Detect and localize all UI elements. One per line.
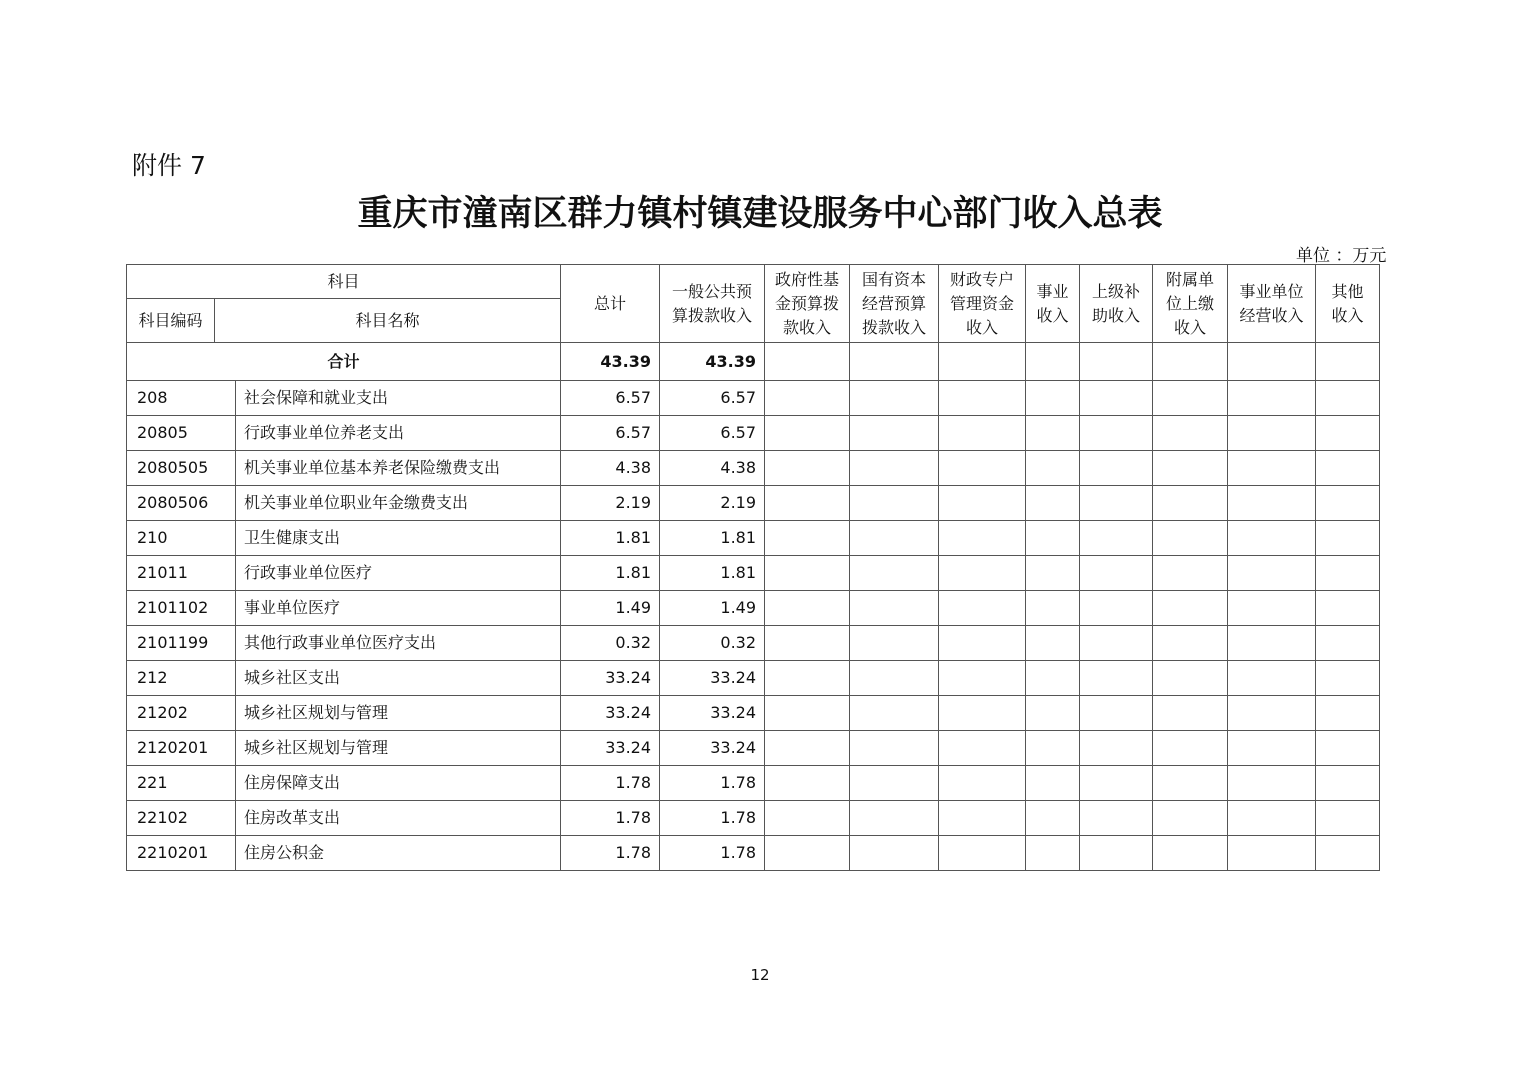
header-other-income: 其他收入: [1316, 265, 1380, 343]
header-state-capital: 国有资本经营预算拨款收入: [850, 265, 939, 343]
empty-cell: [850, 591, 939, 626]
empty-cell: [850, 521, 939, 556]
empty-cell: [1316, 381, 1380, 416]
empty-cell: [1080, 626, 1153, 661]
empty-cell: [1228, 451, 1316, 486]
empty-cell: [1026, 661, 1080, 696]
general-budget-cell: 1.78: [660, 836, 765, 871]
empty-cell: [1228, 486, 1316, 521]
empty-cell: [939, 661, 1026, 696]
attachment-label: 附件 7: [132, 151, 206, 180]
empty-cell: [1228, 626, 1316, 661]
total-cell: 1.78: [561, 836, 660, 871]
subject-code-cell: 2101199: [127, 626, 236, 661]
empty-cell: [939, 486, 1026, 521]
empty-cell: [1026, 416, 1080, 451]
total-cell: 33.24: [561, 696, 660, 731]
table-header: [127, 265, 1380, 343]
header-business-operating: 事业单位经营收入: [1228, 265, 1316, 343]
table-row: [127, 591, 1380, 626]
empty-cell: [1026, 626, 1080, 661]
general-budget-cell: 4.38: [660, 451, 765, 486]
empty-cell: [1316, 486, 1380, 521]
subject-code-cell: 2101102: [127, 591, 236, 626]
subject-code-cell: 22102: [127, 801, 236, 836]
subject-code-cell: 21202: [127, 696, 236, 731]
general-budget-cell: 33.24: [660, 731, 765, 766]
empty-cell: [939, 556, 1026, 591]
empty-cell: [1153, 766, 1228, 801]
total-cell: 1.78: [561, 801, 660, 836]
header-fiscal-special: 财政专户管理资金收入: [939, 265, 1026, 343]
empty-cell: [765, 556, 850, 591]
empty-cell: [1316, 343, 1380, 381]
empty-cell: [1228, 696, 1316, 731]
empty-cell: [939, 381, 1026, 416]
empty-cell: [1228, 766, 1316, 801]
subject-name-cell: 住房公积金: [236, 836, 561, 871]
empty-cell: [939, 626, 1026, 661]
subject-name-cell: 城乡社区支出: [236, 661, 561, 696]
table-row: [127, 521, 1380, 556]
subject-name-cell: 机关事业单位基本养老保险缴费支出: [236, 451, 561, 486]
empty-cell: [1080, 556, 1153, 591]
empty-cell: [1153, 591, 1228, 626]
header-general-budget: 一般公共预算拨款收入: [660, 265, 765, 343]
total-cell: 1.81: [561, 556, 660, 591]
empty-cell: [765, 801, 850, 836]
general-budget-cell: 1.81: [660, 521, 765, 556]
subject-code-cell: 208: [127, 381, 236, 416]
subject-name-cell: 社会保障和就业支出: [236, 381, 561, 416]
empty-cell: [1153, 416, 1228, 451]
empty-cell: [765, 661, 850, 696]
empty-cell: [1228, 381, 1316, 416]
subject-name-cell: 机关事业单位职业年金缴费支出: [236, 486, 561, 521]
empty-cell: [1080, 343, 1153, 381]
empty-cell: [939, 343, 1026, 381]
empty-cell: [1153, 486, 1228, 521]
general-budget-cell: 1.49: [660, 591, 765, 626]
empty-cell: [1153, 801, 1228, 836]
empty-cell: [1026, 766, 1080, 801]
subject-code-cell: 2080506: [127, 486, 236, 521]
empty-cell: [765, 591, 850, 626]
total-cell: 1.78: [561, 766, 660, 801]
table-row: [127, 556, 1380, 591]
empty-cell: [1153, 343, 1228, 381]
total-cell: 1.49: [561, 591, 660, 626]
empty-cell: [850, 661, 939, 696]
unit-label: 单位 ：万元: [1296, 246, 1387, 266]
empty-cell: [1228, 416, 1316, 451]
empty-cell: [850, 696, 939, 731]
empty-cell: [765, 343, 850, 381]
empty-cell: [1228, 801, 1316, 836]
total-row: [127, 343, 1380, 381]
empty-cell: [1026, 836, 1080, 871]
empty-cell: [1153, 836, 1228, 871]
empty-cell: [850, 836, 939, 871]
empty-cell: [1316, 661, 1380, 696]
empty-cell: [850, 451, 939, 486]
subject-name-cell: 事业单位医疗: [236, 591, 561, 626]
empty-cell: [1080, 836, 1153, 871]
total-cell: 1.81: [561, 521, 660, 556]
empty-cell: [1080, 591, 1153, 626]
empty-cell: [1228, 591, 1316, 626]
page-title: 重庆市潼南区群力镇村镇建设服务中心部门收入总表: [357, 193, 1163, 234]
empty-cell: [1153, 381, 1228, 416]
empty-cell: [850, 731, 939, 766]
income-summary-table: [126, 264, 1380, 871]
subject-code-cell: 2210201: [127, 836, 236, 871]
total-row-general-budget: 43.39: [660, 343, 765, 381]
empty-cell: [850, 766, 939, 801]
page-number: 12: [750, 966, 770, 984]
subject-code-cell: 21011: [127, 556, 236, 591]
empty-cell: [1316, 556, 1380, 591]
empty-cell: [850, 626, 939, 661]
empty-cell: [1316, 731, 1380, 766]
empty-cell: [1026, 801, 1080, 836]
empty-cell: [1316, 626, 1380, 661]
table-row: [127, 381, 1380, 416]
empty-cell: [850, 381, 939, 416]
subject-name-cell: 住房保障支出: [236, 766, 561, 801]
empty-cell: [1316, 451, 1380, 486]
empty-cell: [1316, 766, 1380, 801]
empty-cell: [1026, 486, 1080, 521]
total-cell: 6.57: [561, 381, 660, 416]
empty-cell: [850, 416, 939, 451]
empty-cell: [939, 591, 1026, 626]
empty-cell: [765, 696, 850, 731]
empty-cell: [850, 801, 939, 836]
general-budget-cell: 33.24: [660, 661, 765, 696]
subject-name-cell: 其他行政事业单位医疗支出: [236, 626, 561, 661]
header-business-income: 事业收入: [1026, 265, 1080, 343]
total-cell: 33.24: [561, 731, 660, 766]
header-total: 总计: [561, 265, 660, 343]
empty-cell: [1316, 521, 1380, 556]
header-affiliated-units: 附属单位上缴收入: [1153, 265, 1228, 343]
table-row: [127, 661, 1380, 696]
general-budget-cell: 2.19: [660, 486, 765, 521]
total-cell: 33.24: [561, 661, 660, 696]
empty-cell: [1026, 381, 1080, 416]
subject-code-cell: 212: [127, 661, 236, 696]
empty-cell: [1026, 696, 1080, 731]
header-subject: 科目: [127, 265, 561, 299]
empty-cell: [1228, 836, 1316, 871]
subject-code-cell: 221: [127, 766, 236, 801]
empty-cell: [1080, 416, 1153, 451]
empty-cell: [1228, 731, 1316, 766]
header-subject-name: 科目名称: [215, 299, 561, 343]
empty-cell: [1026, 591, 1080, 626]
empty-cell: [1080, 381, 1153, 416]
empty-cell: [1026, 521, 1080, 556]
general-budget-cell: 6.57: [660, 416, 765, 451]
empty-cell: [765, 381, 850, 416]
empty-cell: [765, 626, 850, 661]
empty-cell: [1153, 731, 1228, 766]
empty-cell: [1026, 451, 1080, 486]
empty-cell: [1026, 731, 1080, 766]
empty-cell: [939, 731, 1026, 766]
empty-cell: [1153, 521, 1228, 556]
empty-cell: [1316, 416, 1380, 451]
empty-cell: [1080, 766, 1153, 801]
empty-cell: [1228, 343, 1316, 381]
empty-cell: [850, 343, 939, 381]
general-budget-cell: 1.78: [660, 801, 765, 836]
total-cell: 0.32: [561, 626, 660, 661]
subject-name-cell: 卫生健康支出: [236, 521, 561, 556]
empty-cell: [850, 486, 939, 521]
header-subject-code: 科目编码: [127, 299, 215, 343]
total-cell: 2.19: [561, 486, 660, 521]
empty-cell: [1153, 451, 1228, 486]
subject-code-cell: 2120201: [127, 731, 236, 766]
empty-cell: [939, 696, 1026, 731]
header-superior-subsidy: 上级补助收入: [1080, 265, 1153, 343]
empty-cell: [1228, 661, 1316, 696]
empty-cell: [1080, 801, 1153, 836]
subject-name-cell: 城乡社区规划与管理: [236, 731, 561, 766]
empty-cell: [765, 416, 850, 451]
header-gov-fund: 政府性基金预算拨款收入: [765, 265, 850, 343]
total-cell: 6.57: [561, 416, 660, 451]
empty-cell: [939, 416, 1026, 451]
empty-cell: [1080, 696, 1153, 731]
subject-code-cell: 2080505: [127, 451, 236, 486]
subject-name-cell: 行政事业单位医疗: [236, 556, 561, 591]
table-body: [127, 343, 1380, 871]
table-row: [127, 836, 1380, 871]
empty-cell: [1080, 486, 1153, 521]
table-row: [127, 486, 1380, 521]
empty-cell: [765, 451, 850, 486]
empty-cell: [1316, 836, 1380, 871]
general-budget-cell: 1.81: [660, 556, 765, 591]
empty-cell: [939, 836, 1026, 871]
empty-cell: [765, 766, 850, 801]
empty-cell: [1153, 661, 1228, 696]
empty-cell: [765, 731, 850, 766]
empty-cell: [1228, 521, 1316, 556]
empty-cell: [765, 836, 850, 871]
empty-cell: [850, 556, 939, 591]
empty-cell: [1316, 801, 1380, 836]
empty-cell: [1153, 556, 1228, 591]
general-budget-cell: 0.32: [660, 626, 765, 661]
general-budget-cell: 6.57: [660, 381, 765, 416]
subject-name-cell: 住房改革支出: [236, 801, 561, 836]
table-row: [127, 766, 1380, 801]
general-budget-cell: 1.78: [660, 766, 765, 801]
table-row: [127, 416, 1380, 451]
empty-cell: [1153, 626, 1228, 661]
empty-cell: [1026, 556, 1080, 591]
table-row: [127, 626, 1380, 661]
subject-code-cell: 210: [127, 521, 236, 556]
empty-cell: [1080, 661, 1153, 696]
empty-cell: [1080, 451, 1153, 486]
total-label: 合计: [127, 343, 561, 381]
empty-cell: [939, 766, 1026, 801]
empty-cell: [939, 521, 1026, 556]
table-row: [127, 696, 1380, 731]
empty-cell: [1080, 521, 1153, 556]
empty-cell: [1316, 591, 1380, 626]
subject-name-cell: 城乡社区规划与管理: [236, 696, 561, 731]
empty-cell: [765, 486, 850, 521]
table-row: [127, 731, 1380, 766]
empty-cell: [1228, 556, 1316, 591]
empty-cell: [765, 521, 850, 556]
empty-cell: [1026, 343, 1080, 381]
empty-cell: [939, 451, 1026, 486]
table-row: [127, 451, 1380, 486]
empty-cell: [939, 801, 1026, 836]
subject-code-cell: 20805: [127, 416, 236, 451]
total-cell: 4.38: [561, 451, 660, 486]
general-budget-cell: 33.24: [660, 696, 765, 731]
total-row-total: 43.39: [561, 343, 660, 381]
table-row: [127, 801, 1380, 836]
empty-cell: [1080, 731, 1153, 766]
subject-name-cell: 行政事业单位养老支出: [236, 416, 561, 451]
empty-cell: [1153, 696, 1228, 731]
empty-cell: [1316, 696, 1380, 731]
